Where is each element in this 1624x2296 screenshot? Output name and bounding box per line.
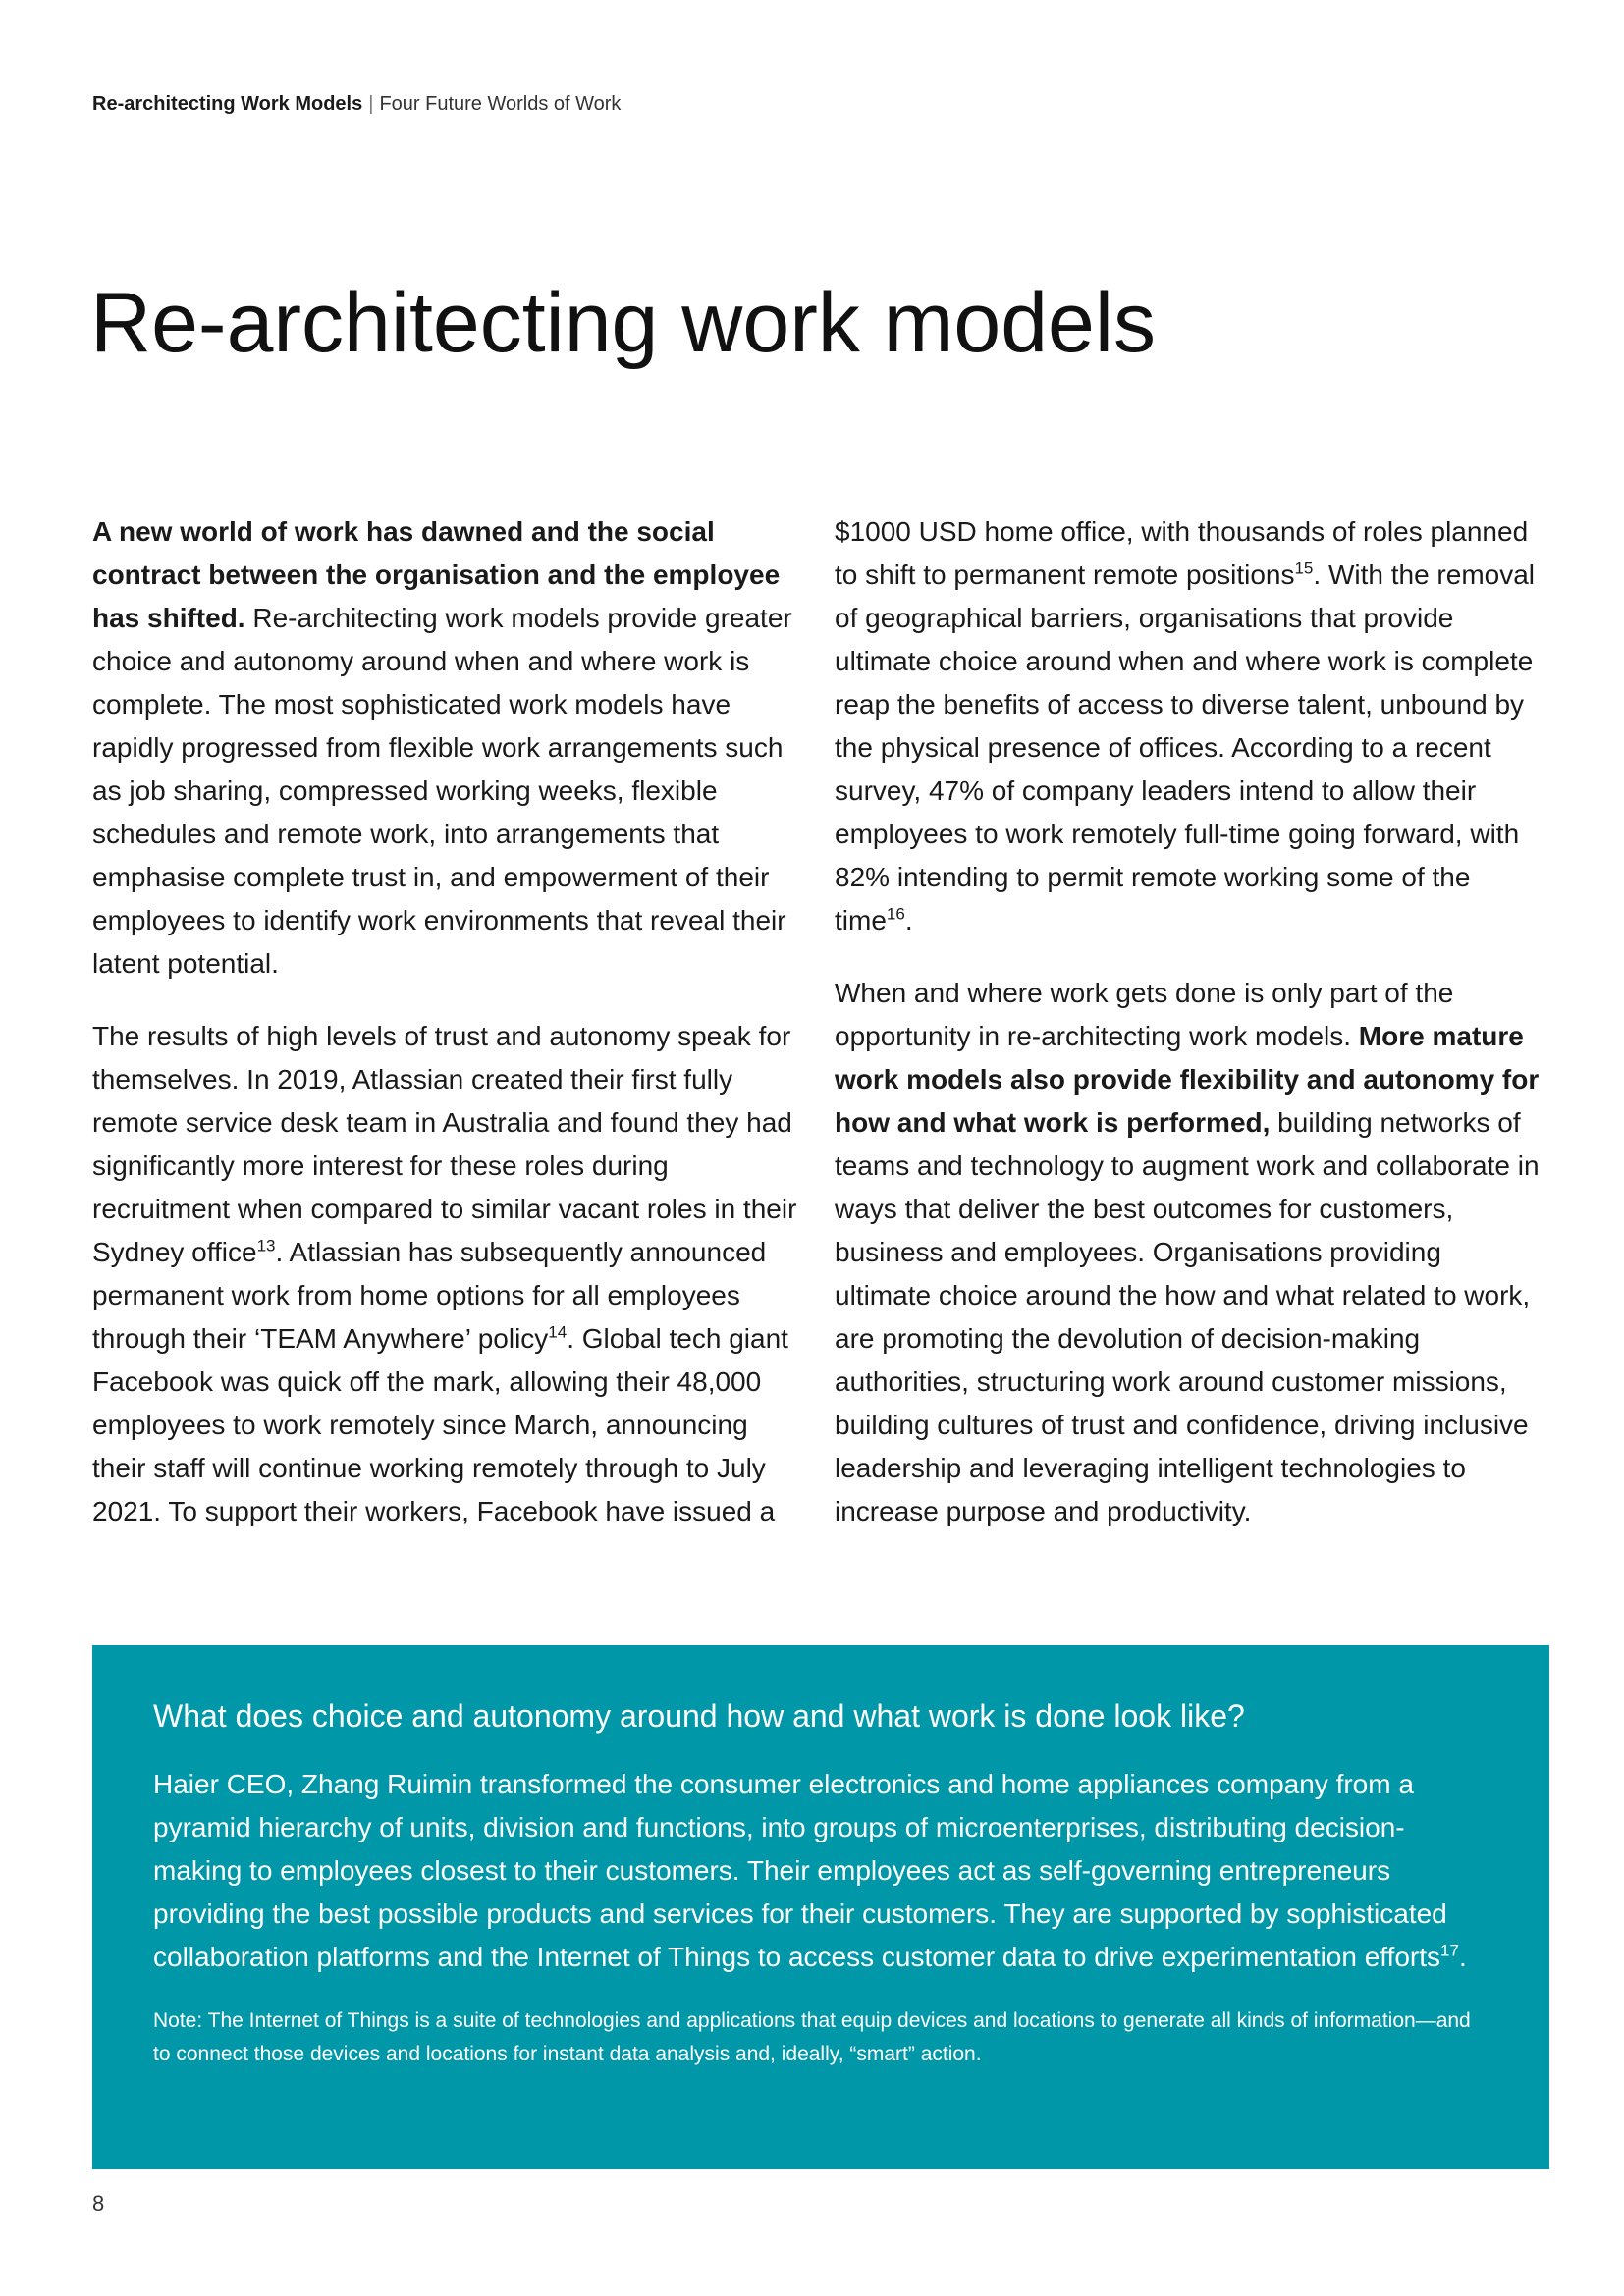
callout-heading: What does choice and autonomy around how and what work is done look like?	[153, 1698, 1245, 1734]
footnote-ref-13: 13	[256, 1236, 276, 1255]
right-paragraph-1-text-a: $1000 USD home office, with thousands of roles planned to shift to permanent remote positions	[835, 516, 1529, 590]
running-header	[92, 93, 621, 116]
footnote-ref-17: 17	[1440, 1941, 1459, 1960]
footnote-ref-16: 16	[886, 904, 905, 924]
callout-box	[92, 1645, 1549, 2169]
left-paragraph-2-text-c: . Global tech giant Facebook was quick off the mark, allowing their 48,000 employees to work remotely since March, announcing their staff will continue working remotely through to July 2021. To support their workers, Facebook have issued a	[92, 1323, 788, 1526]
callout-body-text: Haier CEO, Zhang Ruimin transformed the consumer electronics and home appliances company from a pyramid hierarchy of units, division and functions, into groups of microenterprises, distributing decision-making to employees closest to their customers. Their employees act as self-governing entrepreneurs providing the best possible products and services for their customers. They are supported by sophisticated collaboration platforms and the Internet of Things to access customer data to drive experimentation efforts	[153, 1769, 1447, 1972]
left-paragraph-1	[92, 510, 799, 986]
right-paragraph-2-text-b: building networks of teams and technology to augment work and collaborate in ways that deliver the best outcomes for customers, business and employees. Organisations providing ultimate choice around the how and what related to work, are promoting the devolution of decision-making authorities, structuring work around customer missions, building cultures of trust and confidence, driving inclusive leadership and leveraging intelligent technologies to increase purpose and productivity.	[835, 1107, 1540, 1526]
right-paragraph-1-text-b: . With the removal of geographical barriers, organisations that provide ultimate choice around when and where work is complete reap the benefits of access to diverse talent, unbound by the physical presence of offices. According to a recent survey, 47% of company leaders intend to allow their employees to work remotely full-time going forward, with 82% intending to permit remote working some of the time	[835, 560, 1536, 935]
left-paragraph-2-text-b: . Atlassian has subsequently announced permanent work from home options for all employees through their ‘TEAM Anywhere’ policy	[92, 1237, 767, 1354]
left-paragraph-2-text-a: The results of high levels of trust and autonomy speak for themselves. In 2019, Atlassian created their first fully remote service desk team in Australia and found they had significantly more interest for these roles during recruitment when compared to similar vacant roles in their Sydney office	[92, 1021, 797, 1267]
footnote-ref-14: 14	[548, 1322, 568, 1342]
callout-body	[153, 1763, 1490, 1979]
right-paragraph-2-text-a: When and where work gets done is only part of the opportunity in re-architecting work models.	[835, 978, 1454, 1051]
header-subtitle: Four Future Worlds of Work	[379, 93, 622, 115]
key-statement: More mature work models also provide flexibility and autonomy for how and what work is performed,	[835, 1021, 1540, 1138]
callout-body-end: .	[1458, 1942, 1467, 1972]
right-paragraph-2	[835, 972, 1542, 1533]
left-column	[92, 510, 799, 1563]
header-section-title: Re-architecting Work Models	[92, 93, 363, 115]
header-separator: |	[368, 93, 374, 115]
right-paragraph-1	[835, 510, 1542, 942]
lead-statement: A new world of work has dawned and the social contract between the organisation and the employee has shifted.	[92, 516, 781, 633]
right-paragraph-1-text-c: .	[904, 905, 913, 935]
callout-note: Note: The Internet of Things is a suite of technologies and applications that equip devices and locations to generate all kinds of information—and to connect those devices and locations for instant data analysis and, ideally, “smart” action.	[153, 2009, 1471, 2065]
footnote-ref-15: 15	[1294, 559, 1314, 578]
left-paragraph-1-text: Re-architecting work models provide greater choice and autonomy around when and where work is complete. The most sophisticated work models have rapidly progressed from flexible work arrangements such as job sharing, compressed working weeks, flexible schedules and remote work, into arrangements that emphasise complete trust in, and empowerment of their employees to identify work environments that reveal their latent potential.	[92, 603, 792, 979]
page-number: 8	[92, 2191, 105, 2216]
right-column	[835, 510, 1542, 1563]
page-title: Re-architecting work models	[90, 276, 1156, 370]
left-paragraph-2	[92, 1015, 799, 1533]
